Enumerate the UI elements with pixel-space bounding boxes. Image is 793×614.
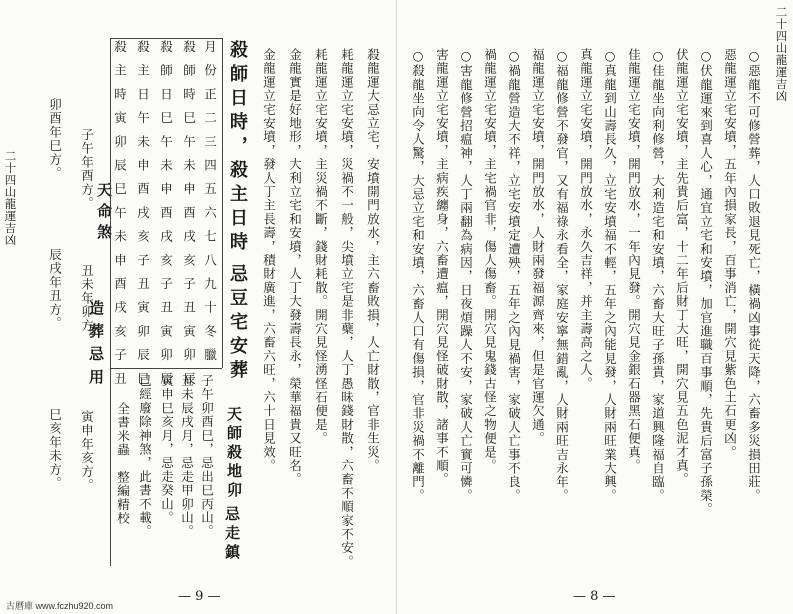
- heading-sha-shi: 殺師日時，殺主日時: [227, 40, 248, 256]
- note-line: 子午卯酉巳，忌出巳丙山。: [199, 374, 215, 539]
- body-column: ○福龍修營不發官，又有福祿永看全，家庭安寧無錯亂，人財兩旺吉永年。: [554, 48, 570, 503]
- year-note: 寅申年亥方。: [79, 410, 95, 493]
- body-column: ○惡龍不可修營葬，人口敗退見死亡，橫禍凶事從天降，六畜多災損田莊。: [746, 48, 762, 503]
- right-page-number: — 8 —: [573, 589, 616, 604]
- body-column: 金龍運立宅安墳，發人丁主長壽，積財廣進，六畜六旺，六十日見效。: [261, 48, 277, 473]
- body-column: 佳龍運立宅安墳，開門放水，一年內見發。開穴見金銀石器黑石便真。: [626, 48, 642, 473]
- right-running-head: 二十四山龍運吉凶: [774, 6, 789, 102]
- note-line: 寅申巳亥月，忌走癸山。: [159, 374, 175, 525]
- body-column: ○真龍到山壽長久，立宅安墳福不輕，五年之內能見發，人財兩旺業大興。: [602, 48, 618, 503]
- table-row: 月份正二三四五六七八九十冬臘: [202, 40, 218, 372]
- table-row: 殺主時寅卯辰巳午未申酉戌亥子丑: [112, 40, 128, 396]
- body-column: 惡龍運立宅安墳，五年內損家長，百事消亡，開穴見紫色土石更凶。: [722, 48, 738, 459]
- body-column: 殺龍運大忌立宅，安墳開門放水，主六畜敗損，人亡財散，官非生災。: [365, 48, 381, 473]
- body-column: 金龍實是好地形，大利立宅和安墳，人丁大發壽長永，榮華福貴又旺名。: [287, 48, 303, 487]
- body-column: ○禍龍營造大不祥，立宅安墳定遭殃，五年之內見禍害，家破人亡事不良。: [506, 48, 522, 503]
- heading-ji-zou: 忌走鎮: [223, 506, 241, 563]
- body-column: 福龍運立宅安墳，開門放水，人財兩發福源齊來，但是官運欠通。: [530, 48, 546, 446]
- table-row: 殺師時巳午未申酉戌亥子丑寅卯辰: [181, 40, 197, 396]
- body-column: ○伏龍運來到喜人心，通宜立宅和安墳，加官進職百事順，先貴后富子孫榮。: [698, 48, 714, 517]
- heading-tianshi: 天師殺地卯: [225, 406, 243, 501]
- left-page-number: — 9 —: [178, 589, 221, 604]
- year-note: 丑未年卯方。: [79, 264, 95, 347]
- left-running-head: 二十四山龍運吉凶: [3, 150, 18, 246]
- note-line: 已經廢除神煞，此書不載。: [137, 374, 153, 539]
- body-column: 耗龍運立宅安墳，主災禍不斷，錢財耗散。開穴見怪湧怪石便是。: [313, 48, 329, 446]
- body-column: ○佳龍坐向利修營，大利造宅和安墳，六畜大旺子孫貴，家道興隆福自臨。: [650, 48, 666, 503]
- year-note: 卯酉年巳方。: [47, 98, 63, 181]
- body-column: 伏龍運立宅安墳，主先貴后富，十二年后財丁大旺，開穴見五色泥才真。: [674, 48, 690, 487]
- body-column: 耗龍運立宅安墳，災禍不一般，尖墳立宅是非蘗，人丁愚昧錢財散，六畜不順家不安。: [339, 48, 355, 569]
- table-row: 殺主日午未申酉戌亥子丑寅卯辰巳: [135, 40, 151, 396]
- body-column: 禍龍運立宅安墳，主宅禍官非，傷人傷畜。開穴見鬼錢古怪之物便是。: [482, 48, 498, 473]
- site-watermark: 古曆庫 www.fczhu920.com: [6, 601, 114, 611]
- body-column: ○殺龍坐向令人驚，大忌立宅和安墳，六畜人口有傷損，官非災禍不離門。: [410, 48, 426, 503]
- body-column: ○害龍修營招瘟神，人丁兩翻為病因，日夜煩躁人不安，家破人亡實可憐。: [458, 48, 474, 503]
- year-note: 巳亥年未方。: [47, 408, 63, 491]
- body-column: 真龍運立宅安墳，開門放水，永久吉祥，并主壽高之人。: [578, 48, 594, 391]
- year-note: 子午年酉方。: [79, 128, 95, 211]
- right-page: [397, 0, 793, 614]
- year-note: 辰戌年丑方。: [47, 248, 63, 331]
- zangji-title: 造葬忌用: [87, 300, 105, 392]
- tianming-title: 天命煞: [95, 182, 113, 245]
- table-row: 殺師日巳午未申酉戌亥子丑寅卯辰: [158, 40, 174, 396]
- heading-ji-an-zang: 忌豆宅安葬: [227, 264, 248, 384]
- note-line: 全書米蟲 整編精校: [115, 402, 131, 526]
- body-column: 害龍運立宅安墳，主病疾纏身，六畜遭瘟，開穴見怪破財散，諸事不順。: [434, 48, 450, 487]
- note-line: 丑未辰戌月，忌走甲卯山。: [179, 374, 195, 539]
